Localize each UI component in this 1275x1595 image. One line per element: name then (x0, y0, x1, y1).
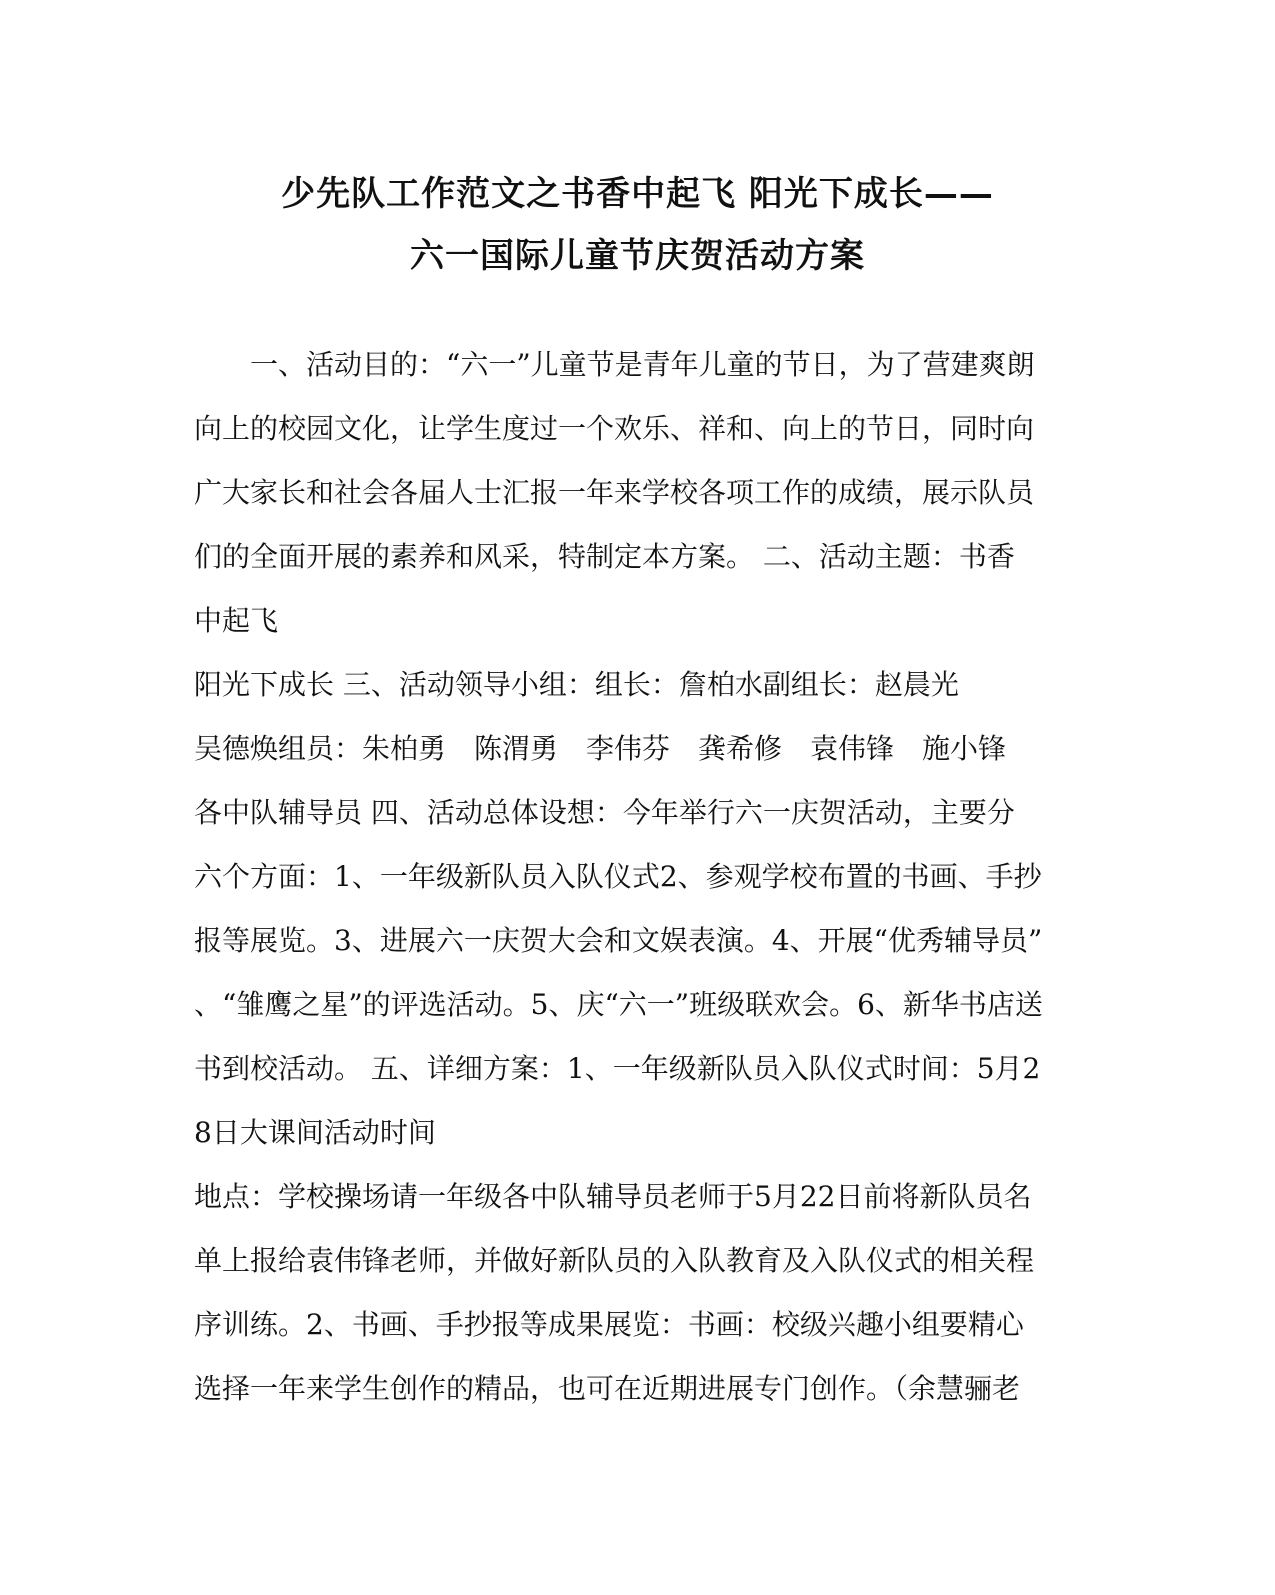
body-line: 书到校活动。 五、详细方案：1、一年级新队员入队仪式时间：5月2 (194, 1052, 1041, 1085)
document-title-line-2: 六一国际儿童节庆贺活动方案 (410, 236, 865, 276)
body-line: 吴德焕组员：朱柏勇 陈渭勇 李伟芬 龚希修 袁伟锋 施小锋 (194, 732, 1007, 765)
body-line: 选择一年来学生创作的精品，也可在近期进展专门创作。（余慧骊老 (194, 1372, 1021, 1405)
body-line: 8日大课间活动时间 (194, 1116, 436, 1149)
body-line: 广大家长和社会各届人士汇报一年来学校各项工作的成绩，展示队员 (194, 476, 1035, 509)
body-line: 单上报给袁伟锋老师，并做好新队员的入队教育及入队仪式的相关程 (194, 1244, 1035, 1277)
body-line: 地点：学校操场请一年级各中队辅导员老师于5月22日前将新队员名 (194, 1180, 1032, 1213)
body-line: 向上的校园文化，让学生度过一个欢乐、祥和、向上的节日，同时向 (194, 412, 1035, 445)
document-title-line-1: 少先队工作范文之书香中起飞 阳光下成长—— (281, 174, 994, 214)
body-line: 中起飞 (194, 604, 279, 637)
body-line: 报等展览。3、进展六一庆贺大会和文娱表演。4、开展“优秀辅导员” (194, 924, 1043, 957)
body-line: 、“雏鹰之星”的评选活动。5、庆“六一”班级联欢会。6、新华书店送 (194, 988, 1043, 1021)
body-line: 各中队辅导员 四、活动总体设想：今年举行六一庆贺活动，主要分 (194, 796, 1015, 829)
body-line: 阳光下成长 三、活动领导小组：组长：詹柏水副组长：赵晨光 (194, 668, 959, 701)
body-line: 序训练。2、书画、手抄报等成果展览：书画：校级兴趣小组要精心 (194, 1308, 1024, 1341)
body-line: 六个方面：1、一年级新队员入队仪式2、参观学校布置的书画、手抄 (194, 860, 1042, 893)
body-line: 们的全面开展的素养和风采，特制定本方案。 二、活动主题：书香 (194, 540, 1015, 573)
body-line: 一、活动目的：“六一”儿童节是青年儿童的节日，为了营建爽朗 (194, 348, 1035, 381)
